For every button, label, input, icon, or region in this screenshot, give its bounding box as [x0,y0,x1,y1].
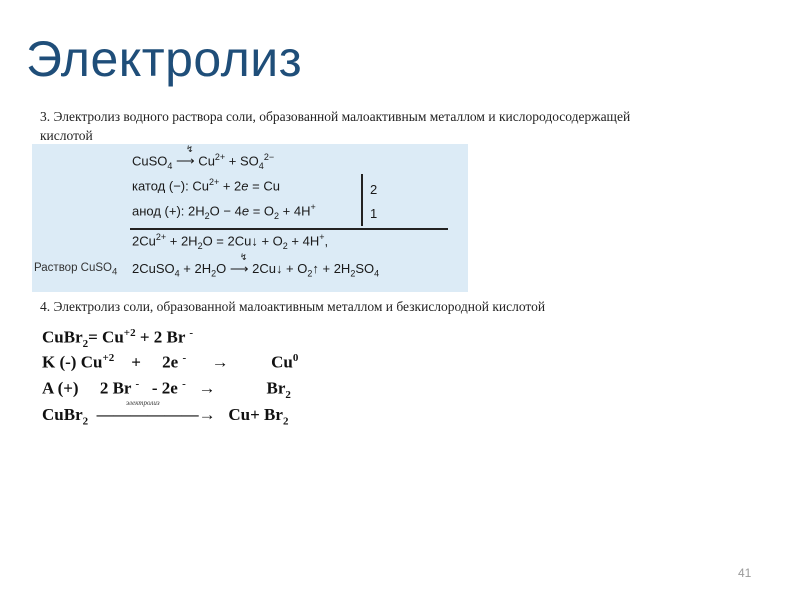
cubr2-overall: CuBr$_2$ ——————→ $Cu+ Br_2$ электролиз [42,399,289,428]
slide-title: Электролиз [26,31,303,87]
horizontal-divider [130,228,448,230]
section-3-text: 3. Электролиз водного раствора соли, образованной малоактивным металлом и кислородосодержащей кислотой [40,109,631,143]
section-4-text: 4. Электролиз соли, образованной малоактивным металлом и безкислородной кислотой [40,299,546,314]
arrow-note: электролиз [126,399,160,407]
solution-label: Раствор CuSO$_4$ [34,262,118,278]
bolt-icon: ↯ [186,144,194,155]
anode-equation: анод (+): $2H_2O - 4e = O_2 + 4H^+$ [132,202,316,221]
anode-reaction-a: A (+) 2 Br - - 2e - → $Br_2$ [42,378,291,402]
cathode-reaction-k: K (-) $Cu^{+2}$ + 2e - → Cu$^0$ [42,352,299,372]
cathode-equation: катод (−): $Cu^{2+} + 2e = Cu$ [132,177,280,194]
dissociation-equation: CuSO$_4$ ↯ ⟶ $Cu^{2+} + SO_4^{2-}$ [132,144,275,171]
cubr2-dissociation: CuBr$_2$= $Cu^{+2} + 2$ Br - [42,327,194,351]
page-number: 41 [738,566,752,580]
cathode-coefficient: 2 [370,182,378,197]
vertical-divider [361,174,363,226]
equations-box-cuso4 [32,144,468,292]
anode-coefficient: 1 [370,206,378,221]
ionic-sum-equation: $2Cu^{2+} + 2H_2O$ = 2Cu↓ + $O_2 + 4H^+$, [132,232,329,251]
overall-equation: 2CuSO$_4$ + $2H_2O$ ↯ ⟶ 2Cu↓ + $O_2↑ + 2H_2SO_4$ [132,252,380,279]
bolt-icon: ↯ [239,252,248,262]
